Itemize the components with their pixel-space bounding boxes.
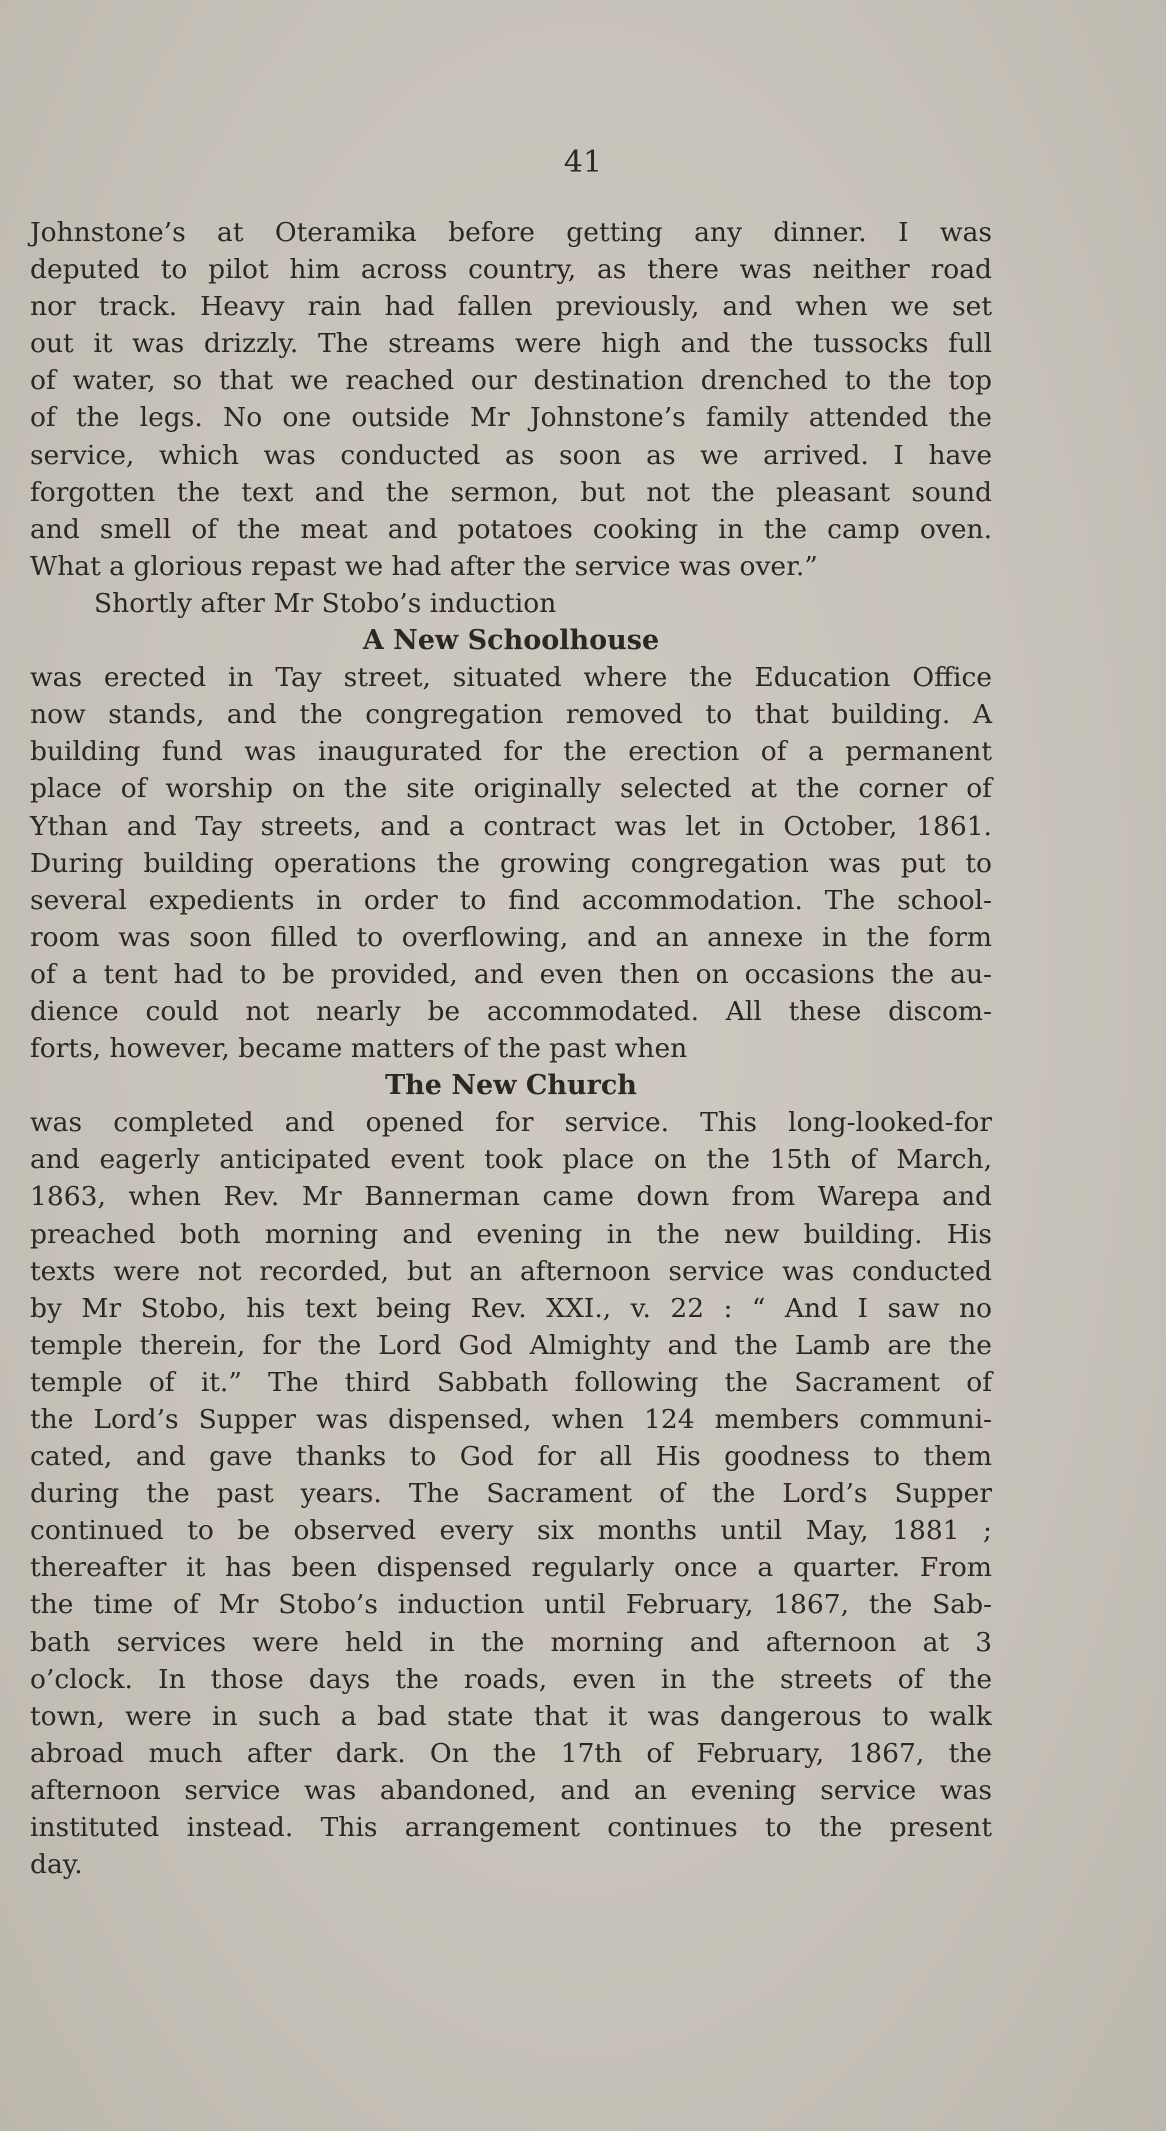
text-line: was erected in Tay street, situated where the Education Office [30,662,992,694]
text-line: forgotten the text and the sermon, but not the pleasant sound [30,476,992,508]
text-line: deputed to pilot him across country, as there was neither road [30,254,992,286]
text-line: of the legs. No one outside Mr Johnstone’s family attended the [30,402,992,434]
text-line: was completed and opened for service. This long-looked-for [30,1107,992,1139]
text-line: nor track. Heavy rain had fallen previously, and when we set [30,291,992,323]
text-line: thereafter it has been dispensed regularly once a quarter. From [30,1552,992,1584]
text-line: by Mr Stobo, his text being Rev. XXI., v. 22 : “ And I saw no [30,1292,992,1324]
text-line: temple therein, for the Lord God Almighty and the Lamb are the [30,1329,992,1361]
text-line: the time of Mr Stobo’s induction until February, 1867, the Sab- [30,1589,992,1621]
text-line: Ythan and Tay streets, and a contract was let in October, 1861. [30,810,992,842]
text-line: instituted instead. This arrangement continues to the present [30,1812,992,1844]
text-line: texts were not recorded, but an afternoon service was conducted [30,1255,992,1287]
text-line: temple of it.” The third Sabbath following the Sacrament of [30,1366,992,1398]
text-line: forts, however, became matters of the past when [30,1033,688,1065]
text-line: room was soon filled to overflowing, and an annexe in the form [30,921,992,953]
text-line: service, which was conducted as soon as we arrived. I have [30,439,992,471]
text-line: Johnstone’s at Oteramika before getting any dinner. I was [30,217,992,248]
section-heading-new-church: The New Church [385,1070,637,1102]
text-line: preached both morning and evening in the new building. His [30,1218,992,1250]
paragraph-johnstone-visit [30,214,992,585]
page-number: 41 [563,145,603,180]
text-line: continued to be observed every six months until May, 1881 ; [30,1515,992,1547]
text-line: What a glorious repast we had after the service was over.” [30,550,818,582]
text-line: o’clock. In those days the roads, even in the streets of the [30,1663,992,1695]
text-line: dience could not nearly be accommodated. All these discom- [30,995,992,1027]
text-line: out it was drizzly. The streams were high and the tussocks full [30,328,992,360]
text-line: now stands, and the congregation removed to that building. A [30,699,992,731]
text-line: several expedients in order to find accommodation. The school- [30,884,992,916]
text-line: afternoon service was abandoned, and an evening service was [30,1774,992,1806]
text-line: of water, so that we reached our destination drenched to the top [30,365,992,397]
text-line: the Lord’s Supper was dispensed, when 124 members communi- [30,1404,992,1435]
text-line: During building operations the growing congregation was put to [30,847,992,879]
text-line: Shortly after Mr Stobo’s induction [94,587,557,619]
text-line: 1863, when Rev. Mr Bannerman came down from Warepa and [30,1181,992,1213]
text-line: abroad much after dark. On the 17th of February, 1867, the [30,1737,992,1769]
text-line: during the past years. The Sacrament of the Lord’s Supper [30,1478,992,1510]
text-line: day. [30,1849,83,1881]
text-line: town, were in such a bad state that it was dangerous to walk [30,1700,992,1732]
text-line: of a tent had to be provided, and even then on occasions the au- [30,958,992,990]
section-heading-new-schoolhouse: A New Schoolhouse [362,625,660,657]
text-line: cated, and gave thanks to God for all His goodness to them [30,1441,992,1473]
page-body [30,214,992,1883]
text-line: bath services were held in the morning and afternoon at 3 [30,1626,992,1658]
paragraph-stobo-induction [30,585,992,622]
text-line: building fund was inaugurated for the erection of a permanent [30,736,992,768]
paragraph-schoolhouse [30,659,992,1067]
text-line: and eagerly anticipated event took place on the 15th of March, [30,1144,992,1176]
text-line: and smell of the meat and potatoes cooking in the camp oven. [30,513,992,545]
paragraph-new-church [30,1104,992,1883]
text-line: place of worship on the site originally selected at the corner of [30,773,992,805]
